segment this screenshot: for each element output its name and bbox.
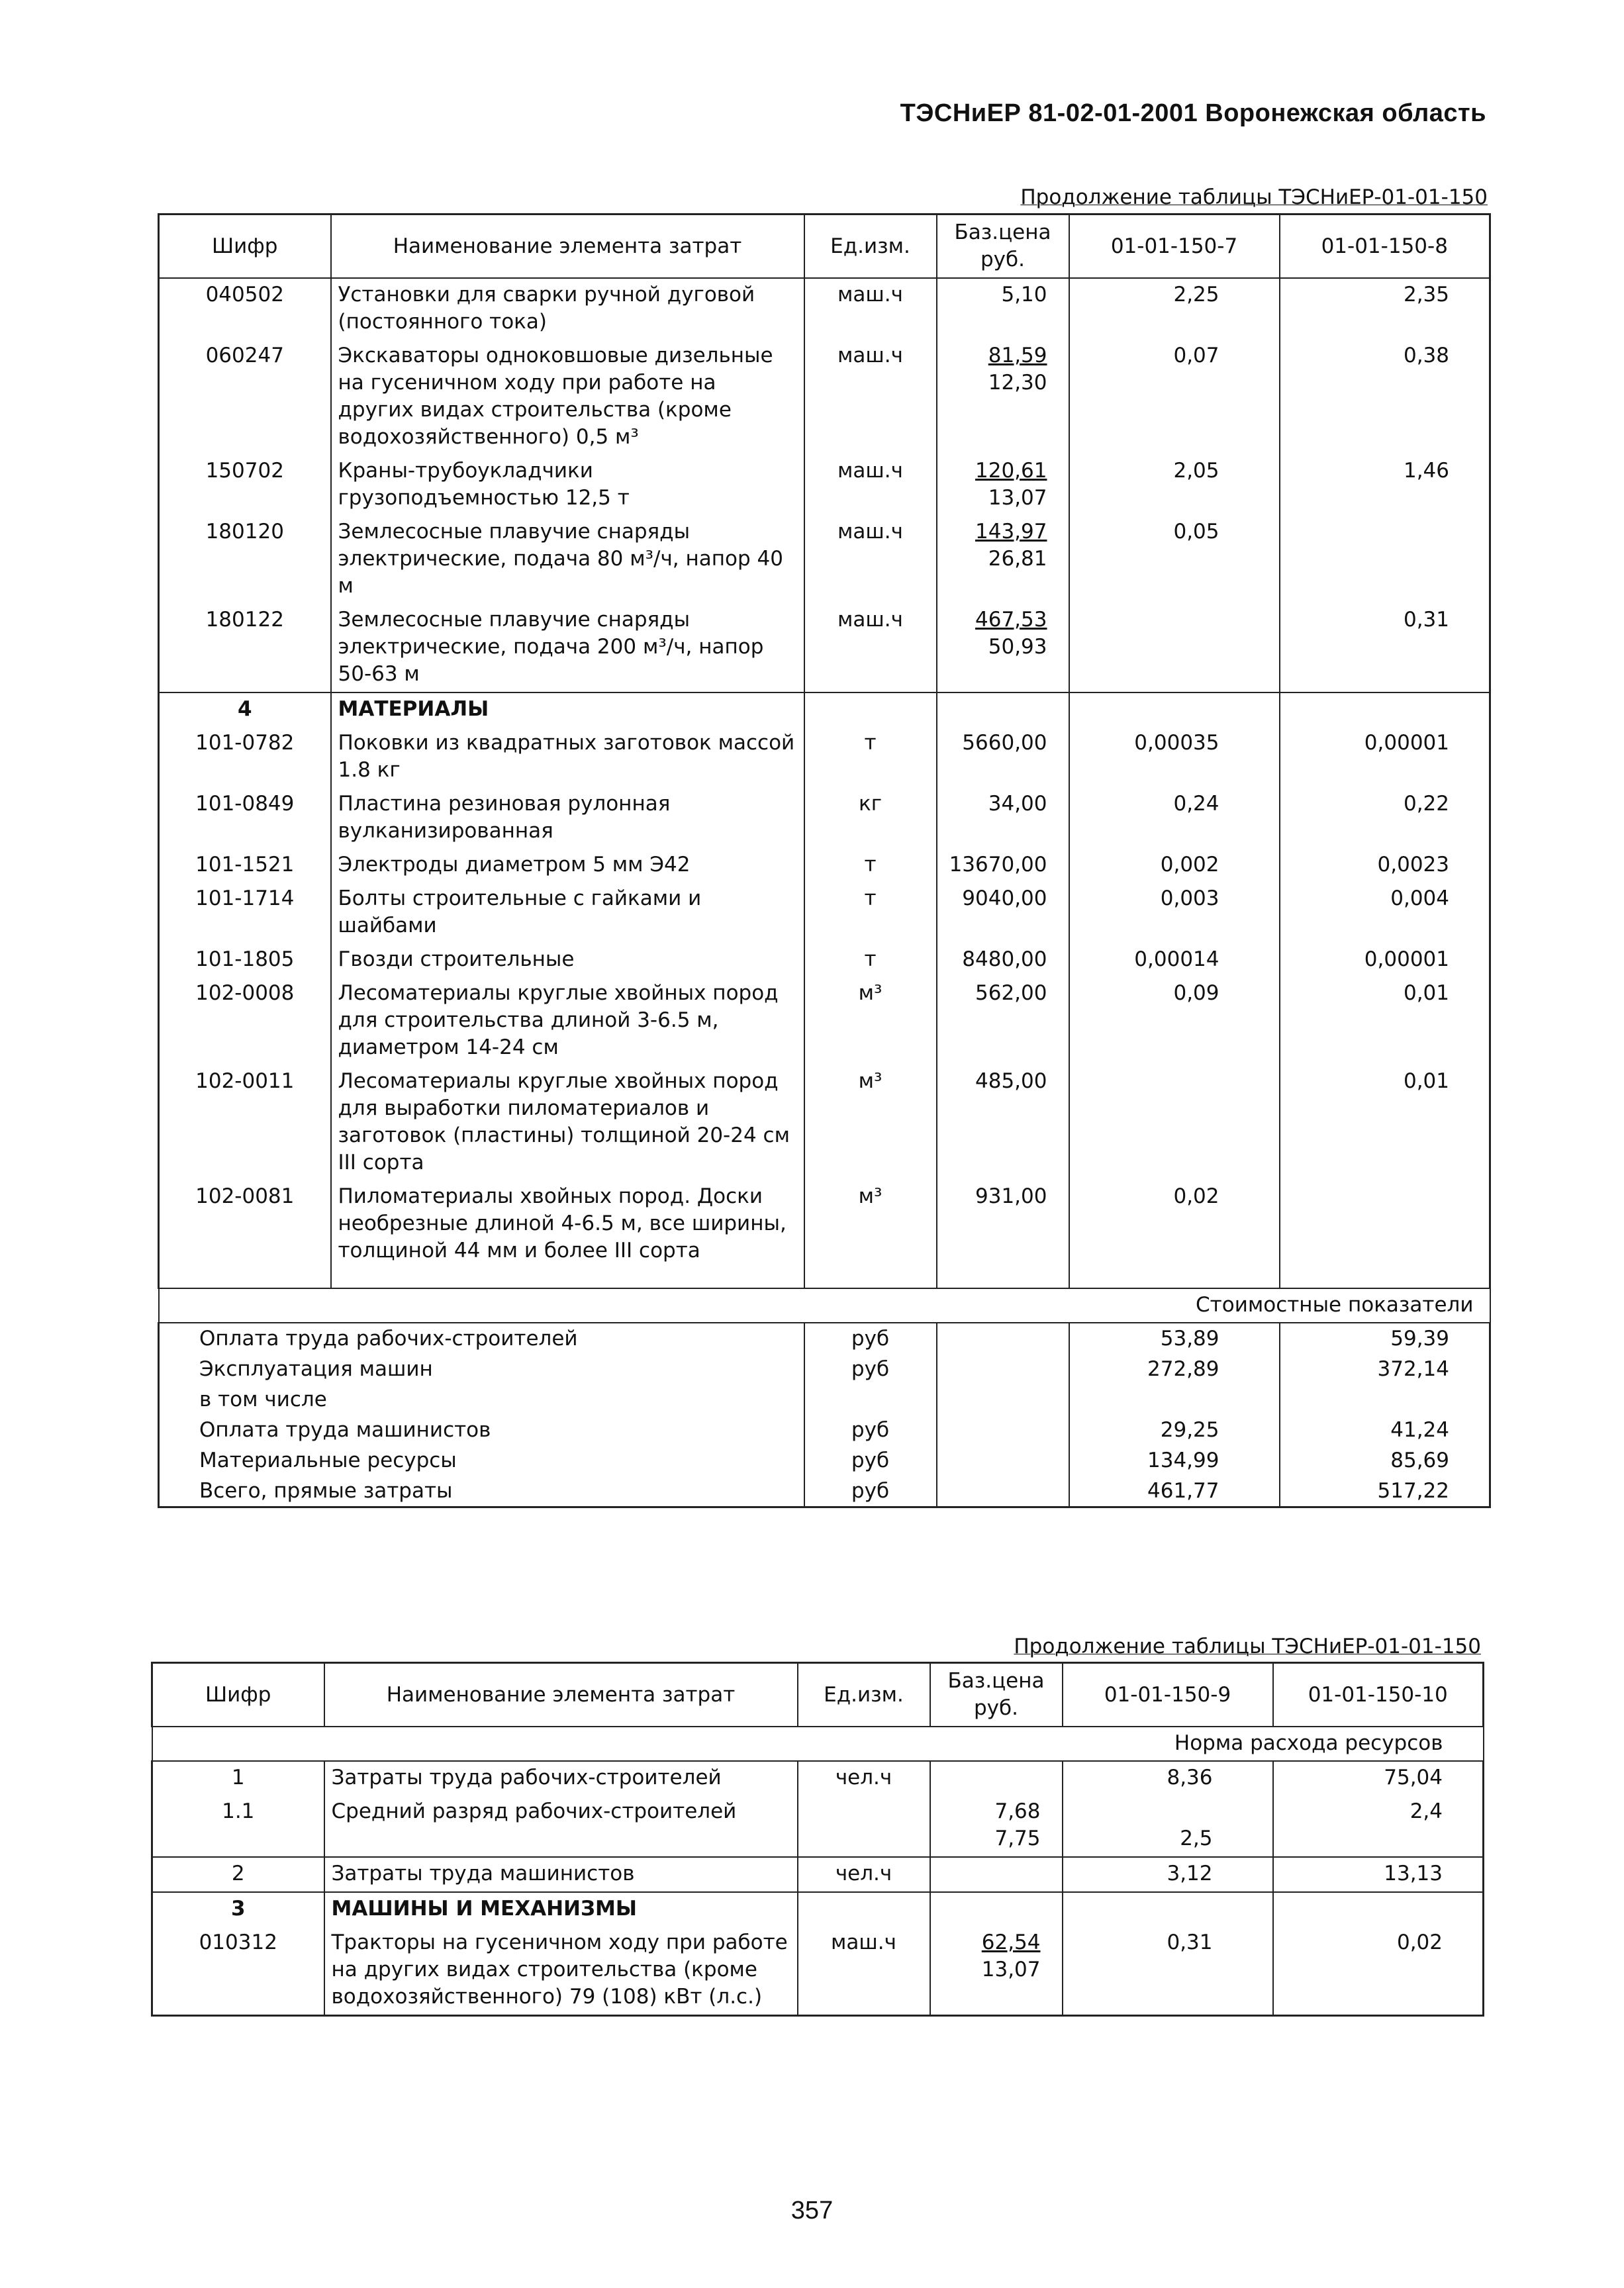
row-code: 102-0008	[159, 977, 331, 1065]
row-code: 101-1521	[159, 849, 331, 882]
row-unit: кг	[804, 788, 937, 849]
row-value-8: 0,38	[1280, 340, 1490, 455]
col-header-name: Наименование элемента затрат	[331, 215, 804, 279]
cost-row	[159, 1476, 1490, 1507]
row-unit: т	[804, 727, 937, 788]
row-value-8: 0,22	[1280, 788, 1490, 849]
cost-label: Материальные ресурсы	[159, 1445, 804, 1476]
row-value-7	[1069, 1065, 1280, 1180]
cost-unit: руб	[804, 1415, 937, 1445]
row-value-7: 0,05	[1069, 516, 1280, 604]
cost-value-8: 517,22	[1280, 1476, 1490, 1507]
row-value-7	[1069, 604, 1280, 692]
row-name: Землесосные плавучие снаряды электрические, подача 200 м³/ч, напор 50-63 м	[331, 604, 804, 692]
page-number: 357	[790, 2197, 834, 2224]
row-name: Пиломатериалы хвойных пород. Доски необрезные длиной 4-6.5 м, все ширины, толщиной 44 мм и более III сорта	[331, 1180, 804, 1268]
row-unit: т	[804, 849, 937, 882]
row-unit: маш.ч	[804, 340, 937, 455]
cost-heading: Стоимостные показатели	[159, 1288, 1490, 1323]
row-code: 1	[152, 1761, 324, 1795]
cost-label: Всего, прямые затраты	[159, 1476, 804, 1507]
row-unit: маш.ч	[804, 278, 937, 340]
row-name: Затраты труда рабочих-строителей	[324, 1761, 798, 1795]
row-value-8: 1,46	[1280, 455, 1490, 516]
cost-label: Эксплуатация машин	[159, 1354, 804, 1384]
price-wage: 12,30	[988, 371, 1047, 395]
table-row	[159, 727, 1490, 788]
price-machine: 120,61	[975, 459, 1047, 483]
row-price: 5660,00	[937, 727, 1069, 788]
cost-unit: руб	[804, 1354, 937, 1384]
row-code: 040502	[159, 278, 331, 340]
row-code: 060247	[159, 340, 331, 455]
section-number: 3	[152, 1892, 324, 1927]
cost-label: Оплата труда машинистов	[159, 1415, 804, 1445]
col-header-v7: 01-01-150-7	[1069, 215, 1280, 279]
row-unit: маш.ч	[804, 604, 937, 692]
document-header: ТЭСНиЕР 81-02-01-2001 Воронежская область	[900, 99, 1486, 127]
row-value-10	[1273, 1795, 1484, 1857]
table-row	[159, 882, 1490, 943]
row-value-10: 13,13	[1273, 1857, 1484, 1892]
row-value-7: 0,24	[1069, 788, 1280, 849]
row-price: 5,10	[937, 278, 1069, 340]
section-title: МАШИНЫ И МЕХАНИЗМЫ	[324, 1892, 798, 1927]
row-value-8: 0,00001	[1280, 727, 1490, 788]
row-code: 101-1714	[159, 882, 331, 943]
row-value-8: 0,01	[1280, 1065, 1490, 1180]
row-value-8	[1280, 516, 1490, 604]
section-title: МАТЕРИАЛЫ	[331, 692, 804, 727]
col-header-v8: 01-01-150-8	[1280, 215, 1490, 279]
cost-value-8: 85,69	[1280, 1445, 1490, 1476]
cost-value-8	[1280, 1384, 1490, 1415]
row-price	[937, 340, 1069, 455]
cost-value-7: 461,77	[1069, 1476, 1280, 1507]
row-value-8: 2,35	[1280, 278, 1490, 340]
row-price	[937, 455, 1069, 516]
row-name: Лесоматериалы круглые хвойных пород для выработки пиломатериалов и заготовок (пластины) толщиной 20-24 см III сорта	[331, 1065, 804, 1180]
price-wage: 13,07	[981, 1958, 1041, 1981]
cost-value-8: 41,24	[1280, 1415, 1490, 1445]
cost-unit: руб	[804, 1323, 937, 1354]
row-value-7: 0,002	[1069, 849, 1280, 882]
cost-row	[159, 1384, 1490, 1415]
row-unit: т	[804, 943, 937, 977]
row-price	[930, 1795, 1063, 1857]
section-number: 4	[159, 692, 331, 727]
row-name: Пластина резиновая рулонная вулканизированная	[331, 788, 804, 849]
row-price: 562,00	[937, 977, 1069, 1065]
cost-row	[159, 1323, 1490, 1354]
table-row	[159, 278, 1490, 340]
cost-value-7: 134,99	[1069, 1445, 1280, 1476]
row-unit: т	[804, 882, 937, 943]
price-wage: 50,93	[988, 635, 1047, 659]
table-row	[152, 1927, 1484, 2016]
row-name: Затраты труда машинистов	[324, 1857, 798, 1892]
section-row	[159, 692, 1490, 727]
cost-value-7: 29,25	[1069, 1415, 1280, 1445]
col-header-name: Наименование элемента затрат	[324, 1663, 798, 1727]
table-row	[159, 604, 1490, 692]
cost-value-8: 372,14	[1280, 1354, 1490, 1384]
row-name: Экскаваторы одноковшовые дизельные на гусеничном ходу при работе на других видах строительства (кроме водохозяйственного) 0,5 м³	[331, 340, 804, 455]
row-value-8: 0,31	[1280, 604, 1490, 692]
table-row	[159, 943, 1490, 977]
price-machine: 81,59	[988, 344, 1047, 367]
cost-value-7: 272,89	[1069, 1354, 1280, 1384]
col-header-price: Баз.цена руб.	[930, 1663, 1063, 1727]
row-code: 180122	[159, 604, 331, 692]
row-unit: м³	[804, 1180, 937, 1268]
row-value-8: 0,01	[1280, 977, 1490, 1065]
col-header-code: Шифр	[152, 1663, 324, 1727]
table-row	[152, 1857, 1484, 1892]
row-unit: чел.ч	[798, 1761, 930, 1795]
col-header-v10: 01-01-150-10	[1273, 1663, 1484, 1727]
row-code: 101-0782	[159, 727, 331, 788]
cost-value-7: 53,89	[1069, 1323, 1280, 1354]
row-value-9	[1063, 1795, 1273, 1857]
row-value-7: 0,00014	[1069, 943, 1280, 977]
row-value-8: 0,00001	[1280, 943, 1490, 977]
row-code: 102-0081	[159, 1180, 331, 1268]
row-value-8	[1280, 1180, 1490, 1268]
row-name: Электроды диаметром 5 мм Э42	[331, 849, 804, 882]
row-code: 2	[152, 1857, 324, 1892]
cost-value-7	[1069, 1384, 1280, 1415]
resource-table-2	[151, 1662, 1484, 2017]
row-unit: маш.ч	[804, 455, 937, 516]
price-machine: 62,54	[981, 1931, 1041, 1954]
table1-caption: Продолжение таблицы ТЭСНиЕР-01-01-150	[1020, 185, 1488, 209]
price-a: 7,68	[994, 1799, 1041, 1823]
row-code: 101-0849	[159, 788, 331, 849]
table-row	[159, 340, 1490, 455]
row-name: Установки для сварки ручной дуговой (постоянного тока)	[331, 278, 804, 340]
row-unit: чел.ч	[798, 1857, 930, 1892]
row-code: 1.1	[152, 1795, 324, 1857]
table-row	[159, 977, 1490, 1065]
section-row	[152, 1892, 1484, 1927]
row-price: 9040,00	[937, 882, 1069, 943]
row-value-9: 3,12	[1063, 1857, 1273, 1892]
cost-value-8: 59,39	[1280, 1323, 1490, 1354]
row-price: 34,00	[937, 788, 1069, 849]
col-header-unit: Ед.изм.	[804, 215, 937, 279]
row-name: Гвозди строительные	[331, 943, 804, 977]
row-value-7: 2,05	[1069, 455, 1280, 516]
price-b: 7,75	[994, 1827, 1041, 1850]
row-value-7: 0,02	[1069, 1180, 1280, 1268]
row-name: Тракторы на гусеничном ходу при работе на других видах строительства (кроме водохозяйственного) 79 (108) кВт (л.с.)	[324, 1927, 798, 2016]
row-value-8: 0,004	[1280, 882, 1490, 943]
row-price: 931,00	[937, 1180, 1069, 1268]
value-b: 2,5	[1180, 1827, 1213, 1850]
price-machine: 143,97	[975, 520, 1047, 544]
resource-table-1	[158, 213, 1491, 1508]
row-name: Землесосные плавучие снаряды электрические, подача 80 м³/ч, напор 40 м	[331, 516, 804, 604]
row-value-7: 0,00035	[1069, 727, 1280, 788]
row-price: 13670,00	[937, 849, 1069, 882]
cost-row	[159, 1445, 1490, 1476]
price-wage: 26,81	[988, 547, 1047, 571]
row-value-9: 0,31	[1063, 1927, 1273, 2016]
row-name: Краны-трубоукладчики грузоподъемностью 12,5 т	[331, 455, 804, 516]
col-header-code: Шифр	[159, 215, 331, 279]
table-row	[159, 1065, 1490, 1180]
row-value-8: 0,0023	[1280, 849, 1490, 882]
row-unit: м³	[804, 977, 937, 1065]
cost-unit: руб	[804, 1445, 937, 1476]
cost-unit: руб	[804, 1476, 937, 1507]
row-code: 101-1805	[159, 943, 331, 977]
row-price: 485,00	[937, 1065, 1069, 1180]
cost-row	[159, 1354, 1490, 1384]
row-name: Лесоматериалы круглые хвойных пород для строительства длиной 3-6.5 м, диаметром 14-24 см	[331, 977, 804, 1065]
row-value-10: 75,04	[1273, 1761, 1484, 1795]
table2-caption: Продолжение таблицы ТЭСНиЕР-01-01-150	[1014, 1635, 1481, 1658]
row-code: 180120	[159, 516, 331, 604]
norm-heading: Норма расхода ресурсов	[152, 1727, 1484, 1761]
row-unit: м³	[804, 1065, 937, 1180]
row-price	[930, 1927, 1063, 2016]
row-code: 010312	[152, 1927, 324, 2016]
row-price	[937, 604, 1069, 692]
row-value-10: 0,02	[1273, 1927, 1484, 2016]
table-row	[159, 1180, 1490, 1268]
row-name: Поковки из квадратных заготовок массой 1.8 кг	[331, 727, 804, 788]
row-name: Средний разряд рабочих-строителей	[324, 1795, 798, 1857]
row-code: 102-0011	[159, 1065, 331, 1180]
row-value-7: 2,25	[1069, 278, 1280, 340]
table-row	[159, 849, 1490, 882]
row-value-7: 0,09	[1069, 977, 1280, 1065]
row-value-9: 8,36	[1063, 1761, 1273, 1795]
col-header-v9: 01-01-150-9	[1063, 1663, 1273, 1727]
row-value-7: 0,003	[1069, 882, 1280, 943]
table-row	[159, 516, 1490, 604]
cost-label: в том числе	[159, 1384, 804, 1415]
table-row	[152, 1761, 1484, 1795]
cost-row	[159, 1415, 1490, 1445]
table-row	[152, 1795, 1484, 1857]
table-row	[159, 788, 1490, 849]
col-header-unit: Ед.изм.	[798, 1663, 930, 1727]
row-code: 150702	[159, 455, 331, 516]
row-price: 8480,00	[937, 943, 1069, 977]
table-row	[159, 455, 1490, 516]
row-price	[937, 516, 1069, 604]
row-value-7: 0,07	[1069, 340, 1280, 455]
price-wage: 13,07	[988, 486, 1047, 510]
row-unit: маш.ч	[804, 516, 937, 604]
cost-label: Оплата труда рабочих-строителей	[159, 1323, 804, 1354]
value-a: 2,4	[1409, 1799, 1443, 1823]
cost-unit	[804, 1384, 937, 1415]
price-machine: 467,53	[975, 608, 1047, 632]
row-unit: маш.ч	[798, 1927, 930, 2016]
row-name: Болты строительные с гайками и шайбами	[331, 882, 804, 943]
col-header-price: Баз.цена руб.	[937, 215, 1069, 279]
